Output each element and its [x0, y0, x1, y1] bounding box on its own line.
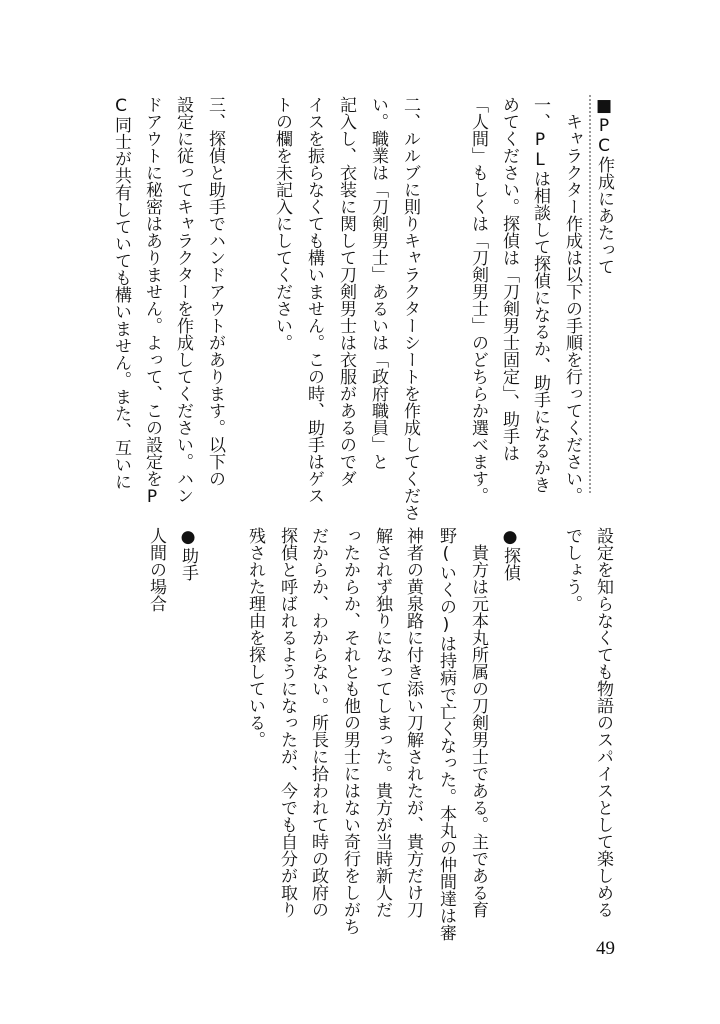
body-line: トの欄を未記入にしてください。 [272, 96, 292, 351]
body-line: 設定を知らなくても物語のスパイスとして楽しめる [593, 527, 613, 918]
detective-line: 探偵と呼ばれるようになったが、今でも自分が取り [277, 527, 297, 918]
detective-line: だからか、わからない。所長に拾われて時の政府の [308, 527, 328, 918]
assistant-line: 人間の場合 [146, 527, 166, 612]
body-line: 三、探偵と助手でハンドアウトがあります。以下の [205, 96, 225, 487]
body-line: イスを振らなくても構いません。この時、助手はゲス [304, 96, 324, 504]
page-number: 49 [596, 938, 615, 959]
body-line: ドアウトに秘密はありません。よって、この設定をP [142, 96, 162, 507]
detective-line: ったからか、それとも他の男士にはない奇行をしがち [340, 527, 360, 935]
detective-heading: ●探偵 [500, 527, 520, 581]
body-line: 二、ルルブに則りキャラクターシートを作成してくださ [400, 96, 420, 521]
detective-line: 野(いくの)は持病で亡くなった。本丸の仲間達は審 [436, 527, 456, 941]
body-line: い。職業は「刀剣男士」あるいは「政府職員」と [368, 96, 388, 470]
body-line: 設定に従ってキャラクターを作成してください。ハン [173, 96, 193, 504]
assistant-heading: ●助手 [178, 527, 198, 581]
section-heading: ■PC作成にあたって [594, 96, 614, 275]
body-line: めてください。探偵は「刀剣男士固定」、助手は [499, 96, 519, 462]
detective-line: 貴方は元本丸所属の刀剣男士である。主である育 [468, 544, 488, 918]
body-line: 一、PLは相談して探偵になるか、助手になるかき [530, 96, 550, 493]
body-line: キャラクター作成は以下の手順を行ってください。 [562, 113, 582, 504]
detective-line: 解されず独りになってしまった。貴方が当時新人だ [372, 527, 392, 918]
body-line: でしょう。 [562, 527, 582, 612]
body-line: C同士が共有していても構いません。また、互いに [111, 96, 131, 490]
section-divider [589, 95, 591, 493]
detective-line: 神者の黄泉路に付き添い刀解されたが、貴方だけ刀 [403, 527, 423, 918]
body-line: 「人間」もしくは「刀剣男士」のどちらか選べます。 [468, 96, 488, 504]
body-line: 記入し、衣装に関して刀剣男士は衣服があるのでダ [336, 96, 356, 487]
detective-line: 残された理由を探している。 [245, 527, 265, 748]
